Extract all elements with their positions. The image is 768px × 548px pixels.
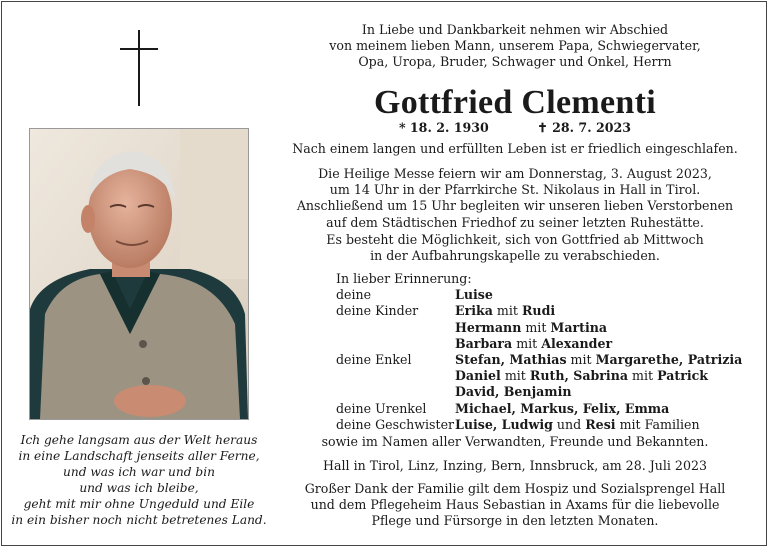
family-name: David, Benjamin <box>455 384 572 400</box>
thanks-line: Großer Dank der Familie gilt dem Hospiz und Sozialsprengel Hall <box>304 481 726 496</box>
family-name: Luise, Ludwig <box>455 416 553 432</box>
memory-heading: In lieber Erinnerung: <box>336 271 472 286</box>
closing-line: sowie im Namen aller Verwandten, Freunde und Bekannten. <box>321 434 709 449</box>
family-names-line <box>455 320 742 336</box>
connector-text: mit <box>512 335 542 351</box>
family-name: Ruth, Sabrina <box>529 368 629 384</box>
poem <box>10 432 268 528</box>
poem-line: und was ich war und bin <box>63 465 215 479</box>
cross-icon <box>120 30 158 106</box>
relation-label: deine Urenkel <box>336 400 427 416</box>
intro-line: von meinem lieben Mann, unserem Papa, Schwiegervater, <box>329 38 701 54</box>
poem-line: und was ich bleibe, <box>79 481 199 495</box>
intro-line: In Liebe und Dankbarkeit nehmen wir Abschied <box>361 22 669 37</box>
farewell-line: in der Aufbahrungskapelle zu verabschieden. <box>370 248 660 264</box>
mass-line: Die Heilige Messe feiern wir am Donnerstag, 3. August 2023, <box>318 166 712 181</box>
relation-label: deine Enkel <box>336 352 412 368</box>
life-dates <box>284 120 746 136</box>
family-group <box>336 401 742 417</box>
family-name: Margarethe, Patrizia <box>595 352 743 368</box>
passing-text <box>284 141 746 157</box>
mass-line: um 14 Uhr in der Pfarrkirche St. Nikolaus in Hall in Tirol. <box>329 182 701 198</box>
farewell-line: Es besteht die Möglichkeit, sich von Gottfried ab Mittwoch <box>326 232 704 247</box>
poem-line: Ich gehe langsam aus der Welt heraus <box>20 433 258 447</box>
portrait-photo <box>29 128 249 420</box>
relation-label: deine Geschwister <box>336 416 455 432</box>
family-names-line <box>455 287 742 303</box>
passing-line: Nach einem langen und erfüllten Leben ist er friedlich eingeschlafen. <box>292 141 738 156</box>
connector-text: mit Familien <box>615 416 700 432</box>
obituary-notice <box>1 1 767 546</box>
connector-text: mit <box>492 303 522 319</box>
deceased-name: Gottfried Clementi <box>373 84 657 121</box>
family-name: Martina <box>550 319 608 335</box>
relation-label: deine Kinder <box>336 303 419 319</box>
family-name: Barbara <box>455 335 513 351</box>
place-date-line: Hall in Tirol, Linz, Inzing, Bern, Innsbruck, am 28. Juli 2023 <box>323 458 707 473</box>
relation-label: deine <box>336 287 372 303</box>
family-name: Erika <box>455 303 493 319</box>
intro-line: Opa, Uropa, Bruder, Schwager und Onkel, Herrn <box>358 54 672 70</box>
family-group <box>336 352 742 401</box>
thanks-line: und dem Pflegeheim Haus Sebastian in Axams für die liebevolle <box>310 497 720 513</box>
family-names-line <box>455 417 742 433</box>
poem-line: in ein bisher noch nicht betretenes Land. <box>11 513 267 527</box>
farewell-info <box>284 232 746 264</box>
birth-date: * 18. 2. 1930 <box>398 120 489 135</box>
connector-text: mit <box>500 368 530 384</box>
thanks-text <box>284 481 746 530</box>
family-group <box>336 287 742 303</box>
family-name: Daniel <box>455 368 501 384</box>
intro-text <box>284 22 746 71</box>
family-names-line <box>455 401 742 417</box>
family-names-line <box>455 303 742 319</box>
mass-line: Anschließend um 15 Uhr begleiten wir unseren lieben Verstorbenen <box>296 198 734 214</box>
connector-text: mit <box>628 368 658 384</box>
family-name: Rudi <box>521 303 556 319</box>
place-date <box>284 458 746 474</box>
closing-text <box>284 434 746 450</box>
family-group <box>336 417 742 433</box>
mass-info <box>284 166 746 231</box>
mass-line: auf dem Städtischen Friedhof zu seiner letzten Ruhestätte. <box>326 214 704 230</box>
family-name: Patrick <box>657 368 709 384</box>
connector-text: mit <box>566 352 596 368</box>
family-list <box>336 271 742 433</box>
family-group <box>336 303 742 352</box>
poem-line: geht mit mir ohne Ungeduld und Eile <box>23 497 255 511</box>
family-names-line <box>455 336 742 352</box>
family-names-line <box>455 352 742 368</box>
family-name: Hermann <box>455 319 522 335</box>
death-date: ✝ 28. 7. 2023 <box>537 120 632 135</box>
connector-text: mit <box>521 319 551 335</box>
family-name: Alexander <box>541 335 613 351</box>
family-name: Michael, Markus, Felix, Emma <box>455 400 670 416</box>
family-names-line <box>455 384 742 400</box>
poem-line: in eine Landschaft jenseits aller Ferne, <box>18 449 260 463</box>
family-name: Resi <box>585 416 616 432</box>
family-name: Stefan, Mathias <box>455 352 567 368</box>
family-names-line <box>455 368 742 384</box>
family-name: Luise <box>455 287 493 303</box>
thanks-line: Pflege und Fürsorge in den letzten Monaten. <box>371 513 659 529</box>
connector-text: und <box>552 416 586 432</box>
